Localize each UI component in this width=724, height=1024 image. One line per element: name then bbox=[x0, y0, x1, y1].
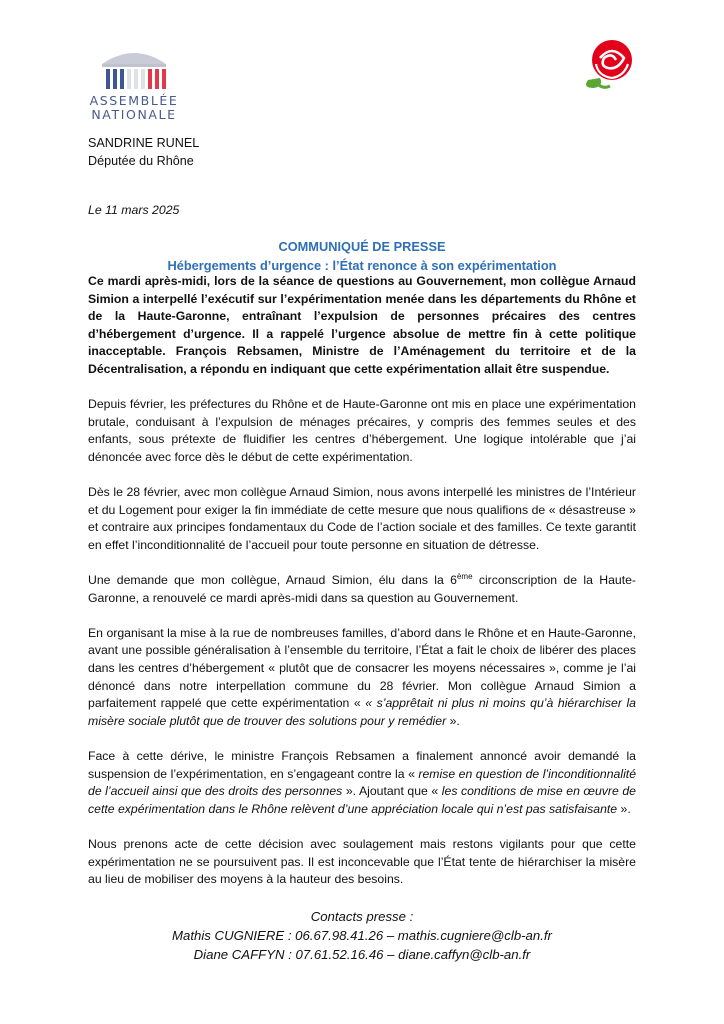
deputy-name: SANDRINE RUNEL bbox=[88, 136, 200, 150]
press-title: Hébergements d’urgence : l’État renonce à son expérimentation bbox=[167, 258, 557, 273]
paragraph-1: Depuis février, les préfectures du Rhône et de Haute-Garonne ont mis en place une expérimentation brutale, conduisant à l’expulsion de ménages précaires, y compris des femmes seules et des enfants, sous prétexte de fluidifier les centres d’hébergement. Une logique intolérable que j’ai dénoncée avec force dès le début de cette expérimentation. bbox=[88, 397, 636, 464]
press-label: COMMUNIQUÉ DE PRESSE bbox=[278, 239, 446, 254]
contact-line-2: Diane CAFFYN : 07.61.52.16.46 – diane.caffyn@clb-an.fr bbox=[193, 947, 531, 962]
p4-quote: « s’apprêtait ni plus ni moins qu’à hiérarchiser la misère sociale plutôt que de trouver des solutions pour y remédier bbox=[88, 696, 636, 728]
p3-text-a: Une demande que mon collègue, Arnaud Simion, élu dans la 6 bbox=[88, 573, 457, 588]
contact-line-1: Mathis CUGNIERE : 06.67.98.41.26 – mathis.cugniere@clb-an.fr bbox=[172, 928, 552, 943]
logo-text-line1: ASSEMBLÉE bbox=[89, 93, 179, 108]
p3-superscript: ème bbox=[456, 572, 473, 582]
hemicycle-icon bbox=[88, 42, 180, 94]
lead-paragraph: Ce mardi après-midi, lors de la séance de questions au Gouvernement, mon collègue Arnaud Simion a interpellé l’exécutif sur l’expérimentation menée dans les départements du Rhône et de la Haute-Garonne, entraînant l’expulsion de personnes précaires des centres d’hébergement d’urgence. Il a rappelé l’urgence absolue de mettre fin à cette politique inacceptable. François Rebsamen, Ministre de l’Aménagement du territoire et de la Décentralisation, a répondu en indiquant que cette expérimentation allait être suspendue. bbox=[88, 274, 636, 376]
p5-text-a: Face à cette dérive, le ministre François Rebsamen a finalement annoncé avoir demandé la suspension de l’expérimentation, en s’engageant contre la « bbox=[88, 749, 636, 781]
p5-text-b: ». Ajoutant que « bbox=[342, 784, 442, 799]
rose-logo-icon bbox=[578, 36, 642, 92]
p5-quote-1: remise en question de l’inconditionnalité de l’accueil ainsi que des droits des personnes bbox=[88, 766, 637, 799]
paragraph-3 bbox=[88, 572, 636, 607]
assemblee-nationale-logo bbox=[88, 42, 188, 122]
press-body bbox=[88, 273, 636, 906]
deputy-role: Députée du Rhône bbox=[88, 154, 194, 168]
p4-text-a: En organisant la mise à la rue de nombreuses familles, d’abord dans le Rhône et en Haute-Garonne, avant une possible généralisation à l’ensemble du territoire, l’État a fait le choix de libérer des places dans les centres d’hébergement « plutôt que de consacrer les moyens nécessaires », comme je l’ai dénoncé dans notre interpellation commune du 28 février. Mon collègue Arnaud Simion a parfaitement rappelé que cette expérimentation « bbox=[88, 625, 636, 711]
p5-text-c: ». bbox=[617, 801, 631, 816]
p5-quote-2: les conditions de mise en œuvre de cette expérimentation dans le Rhône relèvent d’une appréciation locale qui n’est pas satisfaisante bbox=[88, 784, 636, 816]
press-heading bbox=[88, 237, 636, 275]
paragraph-5 bbox=[88, 748, 636, 818]
contacts-label: Contacts presse : bbox=[310, 909, 414, 924]
logo-text-line2: NATIONALE bbox=[91, 107, 177, 122]
paragraph-4 bbox=[88, 625, 636, 731]
paragraph-2: Dès le 28 février, avec mon collègue Arnaud Simion, nous avons interpellé les ministres de l’Intérieur et du Logement pour exiger la fin immédiate de cette mesure que nous qualifions de « désastreuse » et contraire aux principes fondamentaux du Code de l’action sociale et des familles. Ce texte garantit en effet l’inconditionnalité de l’accueil pour toute personne en situation de détresse. bbox=[88, 485, 636, 552]
p3-text-b: circonscription de la Haute-Garonne, a renouvelé ce mardi après-midi dans sa question au Gouvernement. bbox=[88, 573, 636, 605]
paragraph-6: Nous prenons acte de cette décision avec soulagement mais restons vigilants pour que cette expérimentation ne se poursuivent pas. Il est inconcevable que l’État tente de hiérarchiser la misère au lieu de mobiliser des moyens à la hauteur des besoins. bbox=[88, 837, 636, 887]
document-date: Le 11 mars 2025 bbox=[88, 203, 180, 217]
deputy-block bbox=[88, 134, 199, 170]
press-contacts bbox=[88, 907, 636, 964]
p4-text-b: ». bbox=[446, 713, 460, 728]
